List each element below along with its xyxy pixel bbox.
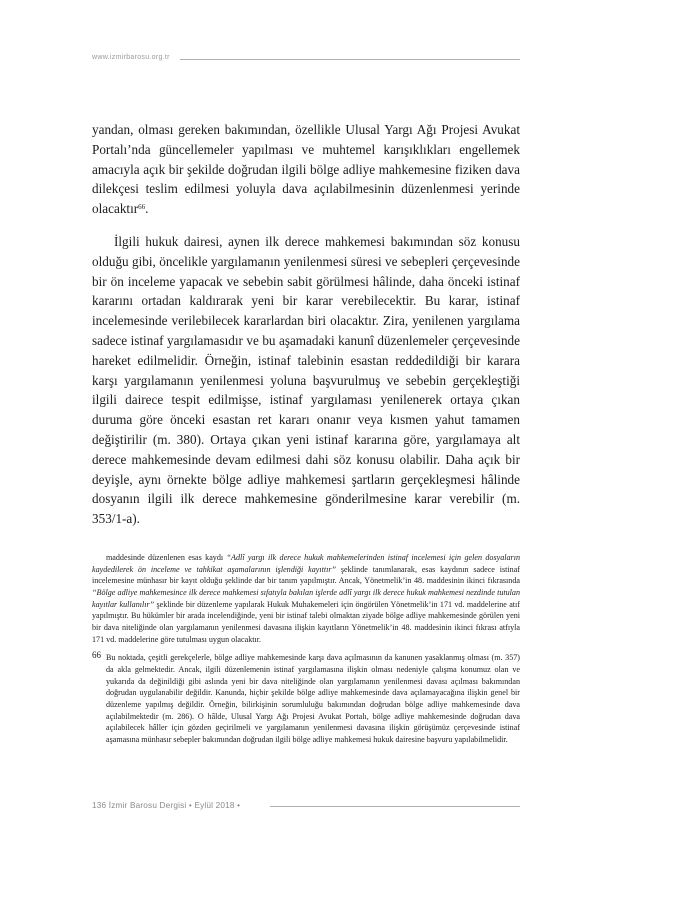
body-paragraph-2: İlgili hukuk dairesi, aynen ilk derece mahkemesi bakımından söz konusu olduğu gibi, öncelikle yargılamanın yenilenmesi süresi ve sebepleri çerçevesinde bir ön inceleme yapacak ve sebebin sabit görülmesi hâlinde, daha önceki istinaf kararını ortadan kaldırarak yeni bir karar verebilecektir. Bu karar, istinaf incelemesinde verilebilecek kararlardan biri olacaktır. Zira, yenilenen yargılama sadece istinaf yargılamasıdır ve bu aşamadaki kanunî düzenlemeler çerçevesinde hareket edilmelidir. Örneğin, istinaf talebinin esastan reddedildiği bir karara karşı yargılamanın yenilenmesi yoluna başvurulmuş ve sebebin gerçekleştiği ilgili dairece tespit edilmişse, istinaf yargılaması yenilenerek ortaya çıkan duruma göre önceki esastan ret kararı onanır veya kısmen yahut tamamen değiştirilir (m. 380). Ortaya çıkan yeni istinaf kararına göre, yargılamaya alt derece mahkemesinde devam edilmesi dahi söz konusu olabilir. Daha açık bir deyişle, aynı örnekte bölge adliye mahkemesi şartların gerçekleşmesi hâlinde dosyanın ilgili ilk derece mahkemesine gönderilmesine karar verebilir (m. 353/1-a).: [92, 234, 520, 527]
footnote-text: şeklinde tanımlanarak, esas kaydının sadece istinaf incelemesine münhasır bir kayıt olduğu şeklinde dar bir tanım yapılmıştır. Ancak, Yönetmelik’in 48. maddesinin ikinci fıkrasında: [92, 564, 520, 586]
footnote-quote: “Bölge adliye mahkemesince ilk derece mahkemesi sıfatıyla bakılan işlerde adlî yargı ilk derece hukuk mahkemesi nezdinde tutulan kayıtlar kullanılır”: [92, 587, 520, 609]
footnote-text: maddesinde düzenlenen esas kaydı: [106, 553, 227, 562]
footer-rule: [270, 806, 520, 807]
header-url: www.izmirbarosu.org.tr: [92, 54, 170, 61]
header-rule: [180, 59, 520, 60]
footnote-ref-66[interactable]: 66: [138, 203, 146, 212]
footnote-65-continuation: [92, 552, 520, 645]
page-footer: 136 İzmir Barosu Dergisi • Eylül 2018 •: [92, 801, 241, 810]
footnote-66-marker: 66: [92, 650, 101, 661]
footnote-text: şeklinde bir düzenleme yapılarak Hukuk Muhakemeleri için öngörülen Yönetmelik’in 171 vd. maddelerine atıf yapılmıştır. Bu hükümler bir arada incelendiğinde, yeni bir istinaf talebi olmaktan ziyade bölge adliye mahkemesinde görülen yeni bir dava niteliğinde olan yargılamanın yenilenmesi davasına ilişkin kayıtların Yönetmelik’in 48. maddesinin ikinci fıkrası atfıyla 171 vd. maddelerine göre tutulması uygun olacaktır.: [92, 599, 520, 644]
paragraph-1-end: .: [145, 201, 149, 217]
footnote-66: [92, 652, 520, 745]
footnote-66-text: Bu noktada, çeşitli gerekçelerle, bölge adliye mahkemesinde karşı dava açılmasının da kanunen yasaklanmış olması (m. 357) da akla gelmektedir. Ancak, ilgili düzenlemenin istinaf yargılamasına ilişkin olması nedeniyle çalışma konumuz olan ve yukarıda da değinildiği gibi aslında yeni bir dava niteliğinde olan yargılamanın yenilenmesi davası açılması bakımından doğrudan uygulanabilir değildir. Kanunda, hiçbir şekilde bölge adliye mahkemesinde dava açılamayacağına ilişkin genel bir düzenleme yapılmış değildir. Örneğin, bilirkişinin sorumluluğu bakımından doğrudan bölge adliye mahkemesinde dava açılabilmektedir (m. 286). O hâlde, Ulusal Yargı Ağı Projesi Avukat Portalı, bölge adliye mahkemesinde doğrudan dava açılabilecek hâller için gözden geçirilmeli ve yargılamanın yenilenmesi davasına ilişkin görüşümüz çerçevesinde istinaf aşamasına münhasır sebepler bakımından doğrudan ilgili bölge adliye mahkemesi hukuk dairesine başvuru yapılabilmelidir.: [106, 653, 520, 744]
paragraph-1-text: yandan, olması gereken bakımından, özellikle Ulusal Yargı Ağı Projesi Avukat Portalı’nda güncellemeler yapılması ve muhtemel karışıklıkları engellemek amacıyla açık bir şekilde doğrudan ilgili bölge adliye mahkemesine fiziken dava dilekçesi teslim edilmesi yoluyla dava açılabilmesinin düzenlenmesi yerinde olacaktır: [92, 122, 520, 217]
footnotes: [92, 552, 520, 746]
footnote-quote: “Adlî yargı ilk derece hukuk mahkemelerinden istinaf incelemesi için gelen dosyaların kaydedilerek ön inceleme ve tahkikat aşamalarının işlendiği kayıttır”: [92, 553, 521, 574]
body-paragraph-1: [92, 120, 520, 219]
